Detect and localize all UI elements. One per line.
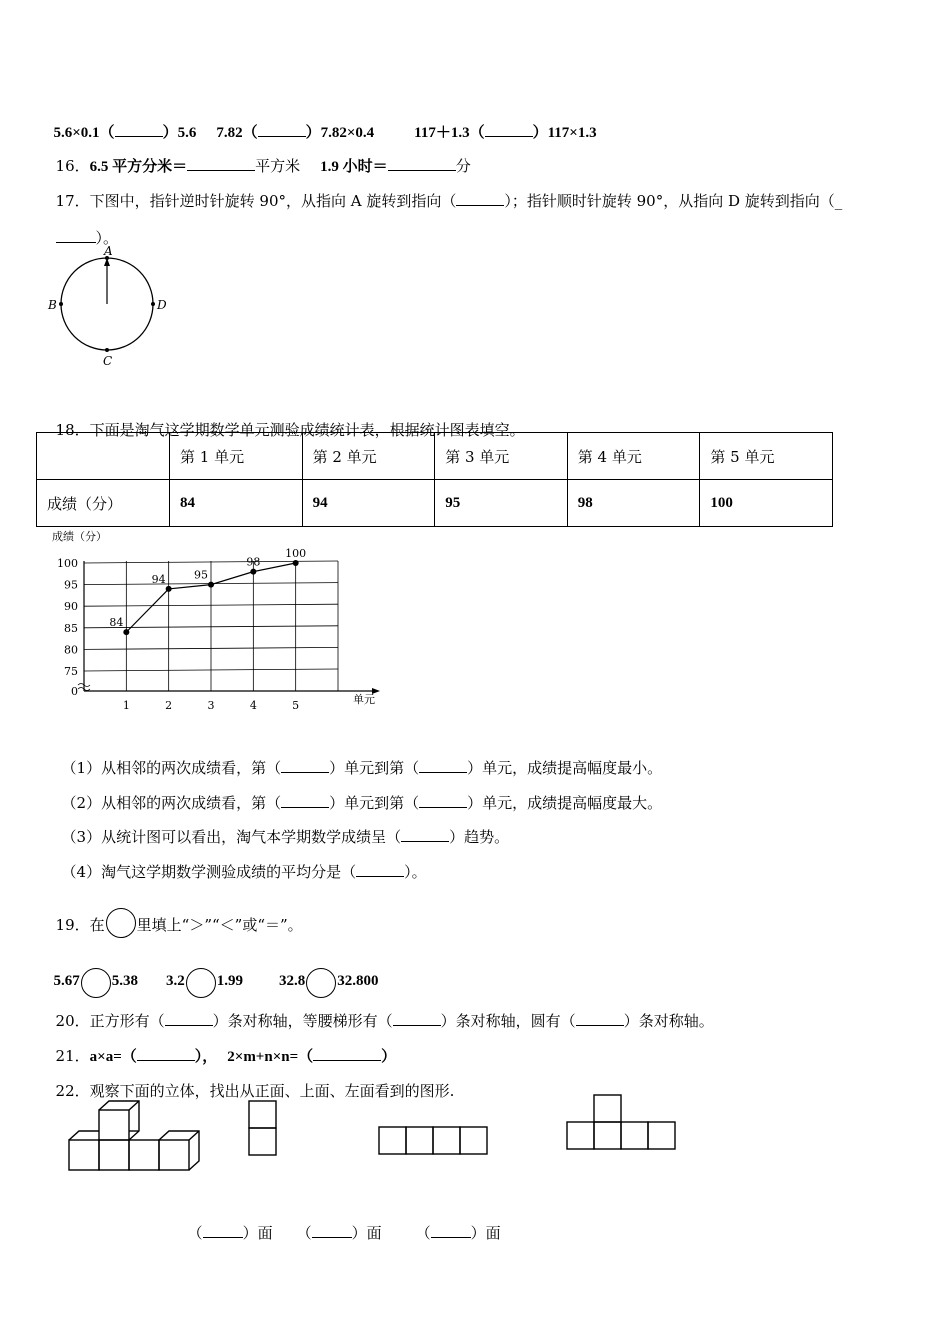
question-20: 20．正方形有（ ）条对称轴，等腰梯形有（ ）条对称轴，圆有（ ）条对称轴。 bbox=[55, 1012, 714, 1030]
chart-marks bbox=[109, 547, 306, 712]
blank[interactable] bbox=[137, 1046, 195, 1061]
x-tick-label: 5 bbox=[292, 699, 300, 712]
y-tick-label: 80 bbox=[64, 643, 78, 657]
data-label: 95 bbox=[194, 568, 208, 582]
y-tick-label: 75 bbox=[64, 665, 78, 678]
q18-sub-4: （4）淘气这学期数学测验成绩的平均分是（ ）。 bbox=[61, 863, 427, 881]
q15-row: 5.6×0.1（ ）5.6 7.82（ ）7.82×0.4 117＋1.3（ ）117×1.3 bbox=[46, 102, 597, 143]
x-tick-label: 2 bbox=[165, 699, 173, 712]
blank[interactable] bbox=[115, 122, 163, 137]
blank[interactable] bbox=[431, 1223, 471, 1238]
score-cell: 95 bbox=[435, 480, 568, 527]
view-row-four bbox=[379, 1127, 487, 1154]
score-cell: 94 bbox=[302, 480, 435, 527]
blank[interactable] bbox=[456, 191, 504, 206]
y-tick-label: 90 bbox=[64, 600, 78, 614]
x-axis-label: 单元 bbox=[353, 693, 375, 706]
blank[interactable] bbox=[388, 156, 456, 171]
question-18: 18．下面是淘气这学期数学单元测验成绩统计表，根据统计图表填空。 bbox=[55, 421, 525, 439]
blank[interactable] bbox=[401, 827, 449, 842]
data-point bbox=[293, 560, 299, 566]
header-unit-2: 第 2 单元 bbox=[302, 433, 435, 480]
x-tick-label: 4 bbox=[249, 699, 257, 712]
y-tick-label: 85 bbox=[64, 621, 78, 635]
y-axis-label: 成绩（分） bbox=[52, 530, 107, 543]
y-tick-label: 0 bbox=[71, 685, 78, 698]
view-vertical-two bbox=[249, 1101, 276, 1155]
blank[interactable] bbox=[281, 793, 329, 808]
clock-figure bbox=[40, 240, 180, 370]
view-front bbox=[567, 1095, 675, 1149]
data-point bbox=[123, 629, 129, 635]
question-16: 16．6.5 平方分米＝ 平方米 1.9 小时＝ 分 bbox=[55, 157, 471, 175]
x-tick-label: 1 bbox=[122, 699, 130, 712]
data-label: 84 bbox=[109, 616, 124, 630]
question-17: 17．下图中，指针逆时针旋转 90°，从指向 A 旋转到指向（ ）；指针顺时针旋转 90°，从指向 D 旋转到指向（_ bbox=[55, 192, 843, 210]
q18-sub-2: （2）从相邻的两次成绩看，第（ ）单元到第（ ）单元，成绩提高幅度最大。 bbox=[61, 794, 663, 812]
blank[interactable] bbox=[419, 758, 467, 773]
data-point bbox=[208, 582, 214, 588]
data-label: 100 bbox=[285, 547, 307, 560]
question-22: 22．观察下面的立体，找出从正面、上面、左面看到的图形. bbox=[55, 1082, 455, 1100]
score-cell: 84 bbox=[170, 480, 303, 527]
blank[interactable] bbox=[203, 1223, 243, 1238]
header-unit-3: 第 3 单元 bbox=[435, 433, 568, 480]
score-cell: 98 bbox=[567, 480, 700, 527]
blank[interactable] bbox=[393, 1011, 441, 1026]
label-d: D bbox=[157, 298, 167, 312]
data-label: 94 bbox=[151, 572, 166, 586]
q18-sub-3: （3）从统计图可以看出，淘气本学期数学成绩呈（ ）趋势。 bbox=[61, 828, 510, 846]
blank[interactable] bbox=[356, 862, 404, 877]
header-unit-5: 第 5 单元 bbox=[700, 433, 833, 480]
blank[interactable] bbox=[165, 1011, 213, 1026]
q19-comparisons: 5.67 5.38 3.2 1.99 32.8 32.800 bbox=[46, 930, 379, 998]
header-unit-1: 第 1 单元 bbox=[170, 433, 303, 480]
chart-grid bbox=[57, 557, 380, 698]
blank[interactable] bbox=[281, 758, 329, 773]
label-c: C bbox=[103, 354, 113, 368]
data-point bbox=[250, 569, 256, 575]
question-21: 21．a×a=（ ）， 2×m+n×n=（ ） bbox=[55, 1047, 397, 1065]
row-label: 成绩（分） bbox=[37, 480, 170, 527]
x-axis-arrow bbox=[372, 688, 380, 694]
blank[interactable] bbox=[187, 156, 255, 171]
table-row bbox=[37, 480, 833, 527]
q18-sub-1: （1）从相邻的两次成绩看，第（ ）单元到第（ ）单元，成绩提高幅度最小。 bbox=[61, 759, 663, 777]
cube-solid bbox=[69, 1101, 199, 1170]
header-unit-4: 第 4 单元 bbox=[567, 433, 700, 480]
data-point bbox=[166, 586, 172, 592]
y-tick-label: 95 bbox=[64, 578, 78, 592]
label-b: B bbox=[48, 298, 57, 312]
x-tick-label: 3 bbox=[207, 699, 215, 712]
solid-views-figure bbox=[60, 1092, 700, 1182]
blank[interactable] bbox=[313, 1046, 381, 1061]
score-cell: 100 bbox=[700, 480, 833, 527]
q22-answers: （ ）面 （ ）面 （ ）面 bbox=[187, 1224, 501, 1242]
y-tick-label: 100 bbox=[57, 557, 78, 570]
blank[interactable] bbox=[312, 1223, 352, 1238]
data-label: 98 bbox=[246, 555, 261, 569]
blank[interactable] bbox=[576, 1011, 624, 1026]
blank[interactable] bbox=[485, 122, 533, 137]
label-a: A bbox=[104, 244, 113, 258]
question-19: 19．在 里填上“＞”“＜”或“＝”。 bbox=[46, 882, 303, 938]
blank[interactable] bbox=[258, 122, 306, 137]
score-line-chart bbox=[40, 528, 400, 714]
table-header-row bbox=[37, 433, 833, 480]
blank[interactable] bbox=[419, 793, 467, 808]
question-17-cont: ）。 bbox=[46, 208, 118, 248]
score-table bbox=[36, 432, 833, 527]
